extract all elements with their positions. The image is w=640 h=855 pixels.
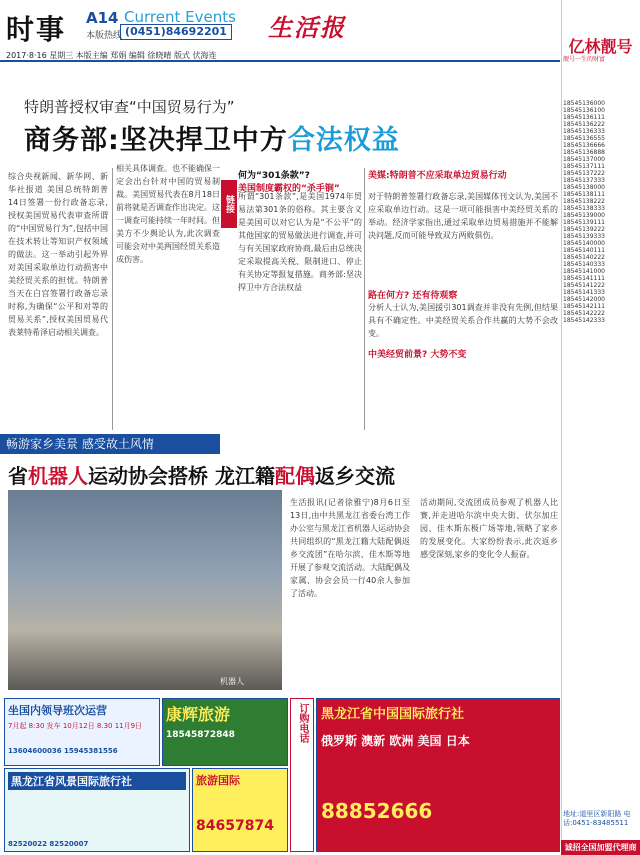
headline-highlight: 机器人: [28, 464, 88, 488]
link-sidebar-tag: 链接: [221, 180, 237, 228]
story1-column-d: [368, 190, 558, 430]
story2-headline: [8, 460, 395, 489]
story1-column-b: 相关具体调查。也不能确保一定会出台针对中国的贸易制裁。美国贸易代表在8月18日前将就是否调查作出决定。这一调查可能持续一年时间。但美方不少舆论认为,此次调查可能会对中美两国经贸关系造成伤害。: [116, 164, 220, 264]
ad-text: 订购电话: [297, 703, 308, 743]
story1-subhead: 特朗普授权审查“中国贸易行为”: [24, 98, 235, 116]
intl-travel-ad: [192, 768, 288, 852]
robot-event-photo: [8, 490, 282, 690]
prospect-heading: 中美经贸前景? 大势不变: [368, 350, 467, 360]
story1-column-c: 所谓“301条款”,是美国1974年贸易法第301条的俗称。其主要含义是美国可以对它认为是“不公平”的其他国家的贸易做法进行调查,并可与有关国家政府协商,最后由总统决定采取提高关税、限制进口、停止有关协定等报复措施。商务部:坚决捍卫中方合法权益: [238, 192, 362, 292]
story1-headline: [24, 118, 400, 157]
headline-part: 返乡交流: [314, 464, 395, 488]
headline-part: 省: [8, 464, 28, 488]
ad-title: 黑龙江省中国国际旅行社: [321, 707, 465, 722]
ad-title: 坐国内领导班次运营: [8, 704, 107, 717]
outlook-heading: 路在何方? 还有待观察: [368, 291, 458, 301]
us-media-heading: 美媒:特朗普不应采取单边贸易行动: [368, 171, 507, 181]
headline-accent: 合法权益: [287, 125, 400, 156]
classifieds-footer: 地址:道里区新阳路 电话:0451-83485511: [563, 810, 631, 827]
ad-title: 旅游国际: [196, 774, 240, 787]
hotline-label: 本版热线: [86, 31, 123, 41]
column-divider: [364, 168, 365, 430]
newspaper-section-brand: 时事: [6, 13, 67, 46]
story1-column-a: 综合央视新闻、新华网、新华社报道 美国总统特朗普14日签署一份行政备忘录,授权美国贸易代表审查所谓的“中国贸易行为”,包括中国在技术转让等知识产权领域的做法。这一举动引起外界对美国采取单边行动损害中美经贸关系的担忧。特朗普当天在白宫签署行政备忘录时称,为确保“公平和对等的贸易关系”,授权美国贸易代表莱特希泽启动相关调查。: [8, 172, 108, 337]
ad-title: 康辉旅游: [166, 705, 231, 724]
story2-column-a: 生活报讯(记者徐雅宁)8月6日至13日,由中共黑龙江省委台湾工作办公室与黑龙江省机器人运动协会共同组织的“黑龙江籍大陆配偶返乡交流团”在哈尔滨、佳木斯等地开展了参观交流活动。大陆配偶及家属、协会会员一行40余人参加了活动。: [290, 498, 410, 598]
page-number: A14: [86, 9, 119, 27]
story2-column-b: 活动期间,交流团成员参观了机器人比赛,并走进哈尔滨中央大街、伏尔加庄园、佳木斯东极广场等地,领略了家乡的发展变化。大家纷纷表示,此次返乡感受深刻,家乡的变化令人振奋。: [420, 498, 558, 559]
ad-phone: 84657874: [196, 818, 274, 834]
fengjing-travel-ad: [4, 768, 190, 852]
classifieds-subtitle: 靓号一生的财富: [563, 56, 606, 63]
headline-plain: 商务部:坚决捍卫中方: [24, 125, 288, 156]
phone-number-list: 18545136000 18545136100 18545136111 18545136222 18545136333 18545136555 18545136666 18545136888 18545137000 18545137111 18545137222 18545137333 18545138000 18545138111 18545138222 18545138333 18545139000 18545139111 18545139222 18545139333 18545140000 18545140111 18545140222 18545140333 18545141000 18545141111 18545141222 18545141333 18545142000 18545142111 18545142222 18545142333: [563, 100, 605, 324]
classifieds-banner: 诚招全国加盟代理商: [561, 840, 640, 855]
headline-highlight: 配偶: [274, 464, 315, 488]
newspaper-logo: 生活报: [268, 13, 346, 42]
ad-routes: 俄罗斯 澳新 欧洲 美国 日本: [321, 734, 470, 748]
headline-part: 运动协会搭桥 龙江籍: [88, 464, 275, 488]
dateline: 2017·8·16 星期三 本版主编 郑娟 编辑 徐晓晴 版式 伏海连: [6, 51, 217, 60]
us-media-body: 对于特朗普签署行政备忘录,美国媒体刊文认为,美国不应采取单边行动。这是一项可能损害中美经贸关系的举动。经济学家指出,通过采取单边贸易措施并不能解决问题,反而可能导致双方两败俱伤。: [368, 192, 558, 240]
ad-phone: 82520022 82520007: [8, 840, 89, 848]
column-divider: [112, 168, 113, 430]
order-phone-ad: [290, 698, 314, 852]
classifieds-title: 亿林靓号: [568, 37, 633, 56]
cits-travel-ad: [316, 698, 560, 852]
ad-body: 7月起 8:30 发车 10月12日 8.30 11月9日: [8, 722, 143, 730]
photo-caption: 机器人: [220, 677, 244, 686]
ad-phone: 18545872848: [166, 730, 235, 740]
story2-banner: 畅游家乡美景 感受故土风情: [0, 434, 220, 454]
hotline-number: (0451)84692201: [120, 24, 232, 40]
kanghui-travel-ad: [162, 698, 288, 766]
ad-phone: 13604600036 15945381556: [8, 747, 118, 755]
section-name: Current Events: [124, 8, 236, 26]
ad-title: 黑龙江省风景国际旅行社: [8, 772, 186, 790]
outlook-body: 分析人士认为,美国援引301调查并非没有先例,但结果具有不确定性。中美经贸关系合作共赢的大势不会改变。: [368, 303, 558, 338]
sidebar-question: 何为“301条款”?: [238, 171, 310, 181]
ad-phone: 88852666: [321, 799, 433, 823]
travel-ad-1: [4, 698, 160, 766]
header-rule: [0, 60, 560, 62]
sidebar-subheading: 美国制度霸权的“杀手锏”: [238, 184, 340, 194]
